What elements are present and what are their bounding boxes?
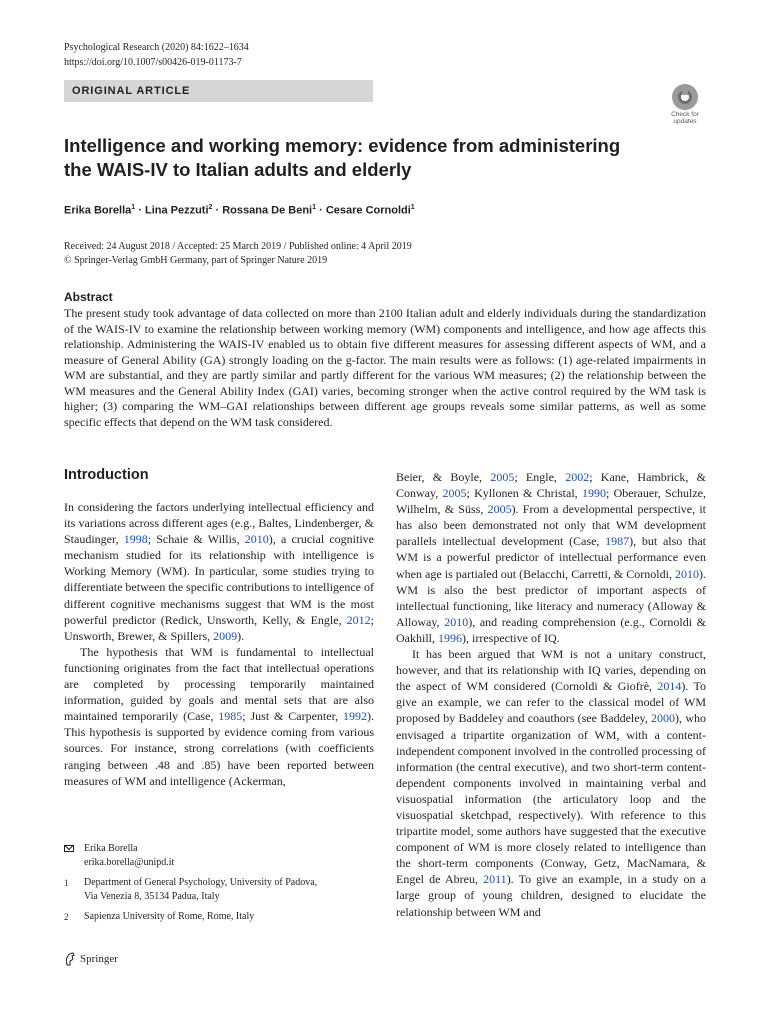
author-name[interactable]: Lina Pezzuti — [144, 204, 209, 217]
citation-link[interactable]: 1992 — [343, 709, 367, 724]
affiliation-note — [64, 876, 374, 904]
affiliation-mark: 2 — [64, 912, 69, 922]
springer-horse-icon — [64, 952, 76, 966]
corresponding-author-email[interactable]: erika.borella@unipd.it — [84, 857, 175, 868]
citation-link[interactable]: 2009 — [213, 628, 238, 643]
affiliation-line: Via Venezia 8, 35134 Padua, Italy — [84, 891, 220, 902]
citation-link[interactable]: 2002 — [565, 470, 590, 484]
doi-link[interactable]: https://doi.org/10.1007/s00426-019-01173-7 — [64, 57, 242, 68]
citation-link[interactable]: 2005 — [490, 470, 515, 484]
citation-link[interactable]: 2012 — [346, 612, 371, 627]
journal-header — [64, 40, 249, 70]
title-line-1: Intelligence and working memory: evidence from administering — [64, 135, 621, 156]
article-title — [64, 134, 664, 182]
citation-link[interactable]: 1985 — [218, 709, 243, 724]
publisher-name: Springer — [80, 953, 118, 965]
article-type-banner: ORIGINAL ARTICLE — [64, 80, 373, 102]
publication-history — [64, 240, 412, 268]
abstract-text: The present study took advantage of data collected on more than 2100 Italian adult and elderly individuals during the standardization of the WAIS-IV to examine the relationship between working memory (WM) components and intelligence, and how age affects this relationship. Administering the WAIS-IV enabled us to obtain five different measures for assessing different aspects of WM, and a measure of General Ability (GA) strongly loading on the g-factor. The main results were as follows: (1) age-related impairments in WM are substantial, and they are partly similar and partly different for the various WM measures; (2) the relationship between the WM measures and the General Ability Index (GAI) varies, becoming stronger when the active control required by the WM task is higher; (3) comparing the WM–GAI relationships between different age groups reveals some similar patterns, as well as some specific effects that depend on the WM task considered. — [64, 306, 706, 429]
citation-link[interactable]: 2011 — [483, 872, 507, 887]
author-affiliation-mark: 2 — [208, 204, 213, 211]
citation-link[interactable]: 2010 — [675, 566, 699, 581]
affiliation-note — [64, 910, 374, 924]
affiliation-line: Sapienza University of Rome, Rome, Italy — [84, 911, 255, 922]
journal-citation: Psychological Research (2020) 84:1622–1634 — [64, 42, 249, 53]
citation-link[interactable]: 1990 — [581, 486, 606, 501]
left-column — [64, 466, 374, 789]
citation-link[interactable]: 2005 — [487, 502, 512, 517]
affiliation-mark: 1 — [64, 878, 69, 888]
citation-link[interactable]: 1987 — [605, 534, 630, 549]
author-name[interactable]: Rossana De Beni — [222, 204, 313, 217]
author-affiliation-mark: 1 — [131, 204, 136, 211]
citation-link[interactable]: 2005 — [442, 486, 467, 501]
corresponding-author-name: Erika Borella — [84, 843, 138, 854]
author-name[interactable]: Erika Borella — [64, 204, 132, 217]
citation-link[interactable]: 2014 — [657, 679, 682, 694]
citation-link[interactable]: 2000 — [651, 711, 676, 726]
envelope-icon — [64, 845, 74, 852]
citation-link[interactable]: 1998 — [123, 532, 148, 547]
author-name[interactable]: Cesare Cornoldi — [325, 204, 411, 217]
paragraph: It has been argued that WM is not a unitary construct, however, and that its relationship with IQ varies, depending on the aspect of WM considered (Cornoldi & Giofrè, 2014). To give an example, we can refer to the classical model of WM proposed by Baddeley and coauthors (see Baddeley, 2000), who envisaged a tripartite organization of WM, with a content-independent component involved in the controlled processing of information (the central executive), and two short-term content-dependent components involved in maintaining verbal and visuospatial information (the articulatory loop and the visuospatial sketchpad, respectively). With reference to this tripartite model, some authors have suggested that the executive component of WM is more closely related to intelligence than the short-term components (Conway, Getz, MacNamara, & Engel de Abreu, 2011). To give an example, in a study on a large group of young children, designed to elucidate the relationship between WM and — [396, 647, 706, 919]
introduction-heading: Introduction — [64, 467, 149, 483]
paragraph: Beier, & Boyle, 2005; Engle, 2002; Kane, Hambrick, & Conway, 2005; Kyllonen & Christal, 1990; Oberauer, Schulze, Wilhelm, & Süss, 2005). From a developmental perspective, it has also been demonstrated not only that WM development parallels intellectual development (Case, 1987), but also that WM is a powerful predictor of intellectual performance even when age is partialed out (Belacchi, Carretti, & Cornoldi, 2010). WM is also the best predictor of important aspects of intellectual functioning, like literacy and numeracy (Alloway & Alloway, 2010), and reading comprehension (e.g., Cornoldi & Oakhill, 1996), irrespective of IQ. — [396, 470, 707, 645]
author-affiliation-mark: 1 — [410, 204, 415, 211]
history-dates: Received: 24 August 2018 / Accepted: 25 March 2019 / Published online: 4 April 2019 — [64, 241, 412, 252]
check-for-updates-badge[interactable] — [663, 84, 707, 126]
check-updates-label: Check for updates — [671, 111, 699, 125]
author-affiliation-mark: 1 — [312, 204, 317, 211]
author-list: Erika Borella$^1$ · Lina Pezzuti$^2$ · Rossana De Beni$^1$ · Cesare Cornoldi$^1$ — [64, 204, 415, 217]
check-updates-icon — [672, 84, 698, 110]
title-line-2: the WAIS-IV to Italian adults and elderly — [64, 159, 412, 180]
right-column — [396, 469, 706, 920]
paragraph: The hypothesis that WM is fundamental to intellectual functioning originates from the fact that intellectual operations are completed by processing temporarily maintained information, guided by goals and mental sets that are also maintained temporarily (Case, 1985; Just & Carpenter, 1992). This hypothesis is supported by evidence coming from various sources. For instance, strong correlations (with coefficients ranging between .48 and .85) have been reported between measures of WM and intelligence (Ackerman, — [64, 644, 374, 788]
paragraph: In considering the factors underlying intellectual efficiency and its variations across different ages (e.g., Baltes, Lindenberger, & Staudinger, 1998; Schaie & Willis, 2010), a crucial cognitive mechanism studied for its relationship with intelligence is Working Memory (WM). In particular, some studies trying to differentiate between the specific contributions to intelligence of different cognitive mechanisms suggest that WM is the most powerful predictor (Redick, Unsworth, Kelly, & Engle, 2012; Unsworth, Brewer, & Spillers, 2009). — [64, 500, 375, 643]
citation-link[interactable]: 1996 — [438, 630, 462, 645]
copyright-line: © Springer-Verlag GmbH Germany, part of Springer Nature 2019 — [64, 255, 328, 266]
abstract-heading: Abstract — [64, 290, 113, 304]
affiliation-line: Department of General Psychology, University of Padova, — [84, 877, 318, 888]
footnotes — [64, 842, 374, 930]
citation-link[interactable]: 2010 — [244, 532, 269, 547]
publisher-footer — [64, 952, 118, 966]
corresponding-author-note — [64, 842, 374, 870]
citation-link[interactable]: 2010 — [444, 614, 469, 629]
